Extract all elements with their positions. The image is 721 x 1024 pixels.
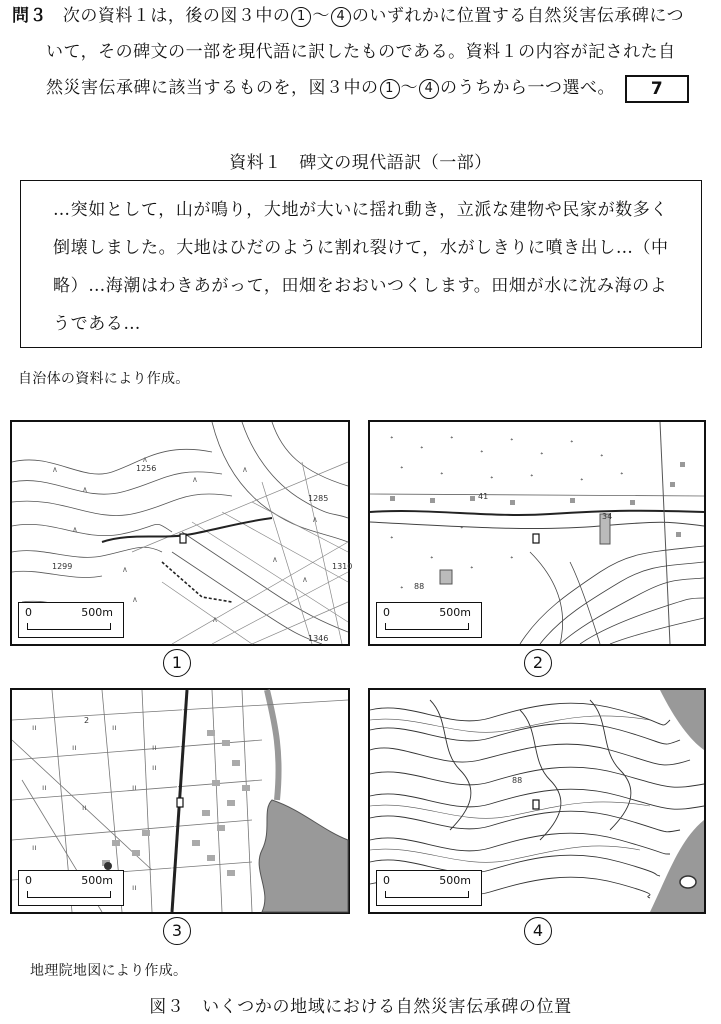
material-box — [20, 180, 702, 348]
map-3-number: 3 — [163, 917, 191, 945]
svg-text:∧: ∧ — [302, 575, 308, 584]
scale-zero: 0 — [383, 874, 390, 887]
svg-text:ᐩ: ᐩ — [510, 437, 514, 447]
map-2-scale-bar — [376, 602, 482, 638]
choice-circle-last: 4 — [331, 7, 351, 27]
material-line-4: うである… — [53, 314, 141, 334]
svg-text:∧: ∧ — [242, 465, 248, 474]
map-1-elev-1285: 1285 — [308, 494, 329, 503]
question-text-1a: 次の資料１は，後の図３中の — [62, 6, 291, 26]
question-label: 問３ — [12, 6, 47, 26]
map-1-scale-bar — [18, 602, 124, 638]
question-tilde-1: 〜 — [312, 6, 330, 26]
svg-text:ıı: ıı — [72, 743, 77, 752]
choice-circle-first: 1 — [291, 7, 311, 27]
svg-text:ıı: ıı — [132, 883, 137, 892]
material-line-3: 略）…海潮はわきあがって，田畑をおおいつくします。田畑が水に沈み海のよ — [53, 276, 668, 296]
svg-text:∧: ∧ — [272, 555, 278, 564]
map-3 — [10, 688, 350, 914]
question-text-3a: 然災害伝承碑に該当するものを，図３中の — [46, 78, 379, 98]
svg-text:ᐩ: ᐩ — [440, 471, 444, 481]
map-source: 地理院地図により作成。 — [30, 963, 188, 979]
map-4-elev-88: 88 — [512, 776, 523, 785]
svg-text:ᐩ: ᐩ — [450, 435, 454, 445]
map-2-elev-41: 41 — [478, 492, 489, 501]
scale-zero: 0 — [383, 606, 390, 619]
map-1-elev-1346: 1346 — [308, 634, 329, 643]
material-title: 資料１ 碑文の現代語訳（一部） — [229, 153, 492, 173]
svg-text:ᐩ: ᐩ — [580, 477, 584, 487]
svg-text:∧: ∧ — [72, 525, 78, 534]
monument-icon-1 — [180, 534, 186, 543]
svg-text:ᐩ: ᐩ — [390, 435, 394, 445]
monument-icon-4 — [533, 800, 539, 809]
map-4-number: 4 — [524, 917, 552, 945]
svg-text:ᐩ: ᐩ — [470, 565, 474, 575]
svg-text:ᐩ: ᐩ — [430, 555, 434, 565]
question-tilde-3: 〜 — [400, 78, 418, 98]
svg-text:ᐩ: ᐩ — [570, 439, 574, 449]
map-1 — [10, 420, 353, 646]
svg-text:ᐩ: ᐩ — [460, 525, 464, 535]
choice-circle-last-2: 4 — [419, 79, 439, 99]
map-2-elev-88: 88 — [414, 582, 425, 591]
map-1-elev-1299: 1299 — [52, 562, 73, 571]
svg-text:ıı: ıı — [42, 783, 47, 792]
monument-icon-2 — [533, 534, 539, 543]
svg-text:ıı: ıı — [82, 803, 87, 812]
svg-text:ıı: ıı — [132, 783, 137, 792]
svg-text:ᐩ: ᐩ — [530, 473, 534, 483]
map-4 — [368, 688, 706, 914]
svg-text:ıı: ıı — [152, 763, 157, 772]
svg-text:∧: ∧ — [132, 595, 138, 604]
question-line-2: いて，その碑文の一部を現代語に訳したものである。資料１の内容が記された自 — [46, 42, 676, 62]
svg-text:ᐩ: ᐩ — [620, 471, 624, 481]
svg-text:ᐩ: ᐩ — [400, 465, 404, 475]
material-line-1: …突如として，山が鳴り，大地が大いに揺れ動き，立派な建物や民家が数多く — [53, 200, 668, 220]
monument-icon-3 — [177, 798, 183, 807]
figure-caption: 図３ いくつかの地域における自然災害伝承碑の位置 — [149, 997, 572, 1017]
svg-text:∧: ∧ — [312, 515, 318, 524]
svg-text:∧: ∧ — [142, 455, 148, 464]
map-1-elev-1256: 1256 — [136, 464, 157, 473]
scale-label: 500m — [439, 606, 471, 619]
question-text-1c: のいずれかに位置する自然災害伝承碑につ — [351, 6, 685, 26]
answer-number-box: 7 — [625, 75, 689, 103]
scale-zero: 0 — [25, 606, 32, 619]
scale-label: 500m — [439, 874, 471, 887]
question-line-3 — [46, 74, 689, 103]
scale-label: 500m — [81, 874, 113, 887]
question-line-1 — [12, 2, 684, 30]
map-1-number: 1 — [163, 649, 191, 677]
scale-zero: 0 — [25, 874, 32, 887]
svg-text:ᐩ: ᐩ — [420, 445, 424, 455]
map-2-elev-34: 34 — [602, 512, 613, 521]
svg-text:∧: ∧ — [192, 475, 198, 484]
material-line-2: 倒壊しました。大地はひだのように割れ裂けて，水がしきりに噴き出し…（中 — [53, 238, 669, 258]
museum-icon-3 — [104, 862, 112, 870]
svg-text:∧: ∧ — [212, 615, 218, 624]
svg-text:∧: ∧ — [52, 465, 58, 474]
svg-text:ᐩ: ᐩ — [540, 451, 544, 461]
choice-circle-first-2: 1 — [380, 79, 400, 99]
svg-text:ᐩ: ᐩ — [400, 585, 404, 595]
svg-text:ıı: ıı — [152, 743, 157, 752]
scale-label: 500m — [81, 606, 113, 619]
material-source: 自治体の資料により作成。 — [18, 371, 190, 387]
svg-text:ᐩ: ᐩ — [600, 453, 604, 463]
svg-text:∧: ∧ — [122, 565, 128, 574]
map-2 — [368, 420, 706, 646]
svg-text:ıı: ıı — [32, 723, 37, 732]
map-3-elev-2: 2 — [84, 716, 90, 725]
svg-text:ıı: ıı — [112, 723, 117, 732]
map-3-scale-bar — [18, 870, 124, 906]
map-1-elev-1310: 1310 — [332, 562, 353, 571]
svg-text:ᐩ: ᐩ — [480, 449, 484, 459]
question-text-3c: のうちから一つ選べ。 — [440, 78, 615, 98]
svg-text:ıı: ıı — [32, 843, 37, 852]
svg-text:∧: ∧ — [82, 485, 88, 494]
svg-text:ᐩ: ᐩ — [510, 555, 514, 565]
svg-text:ᐩ: ᐩ — [490, 475, 494, 485]
map-4-scale-bar — [376, 870, 482, 906]
svg-text:ᐩ: ᐩ — [390, 535, 394, 545]
map-2-number: 2 — [524, 649, 552, 677]
